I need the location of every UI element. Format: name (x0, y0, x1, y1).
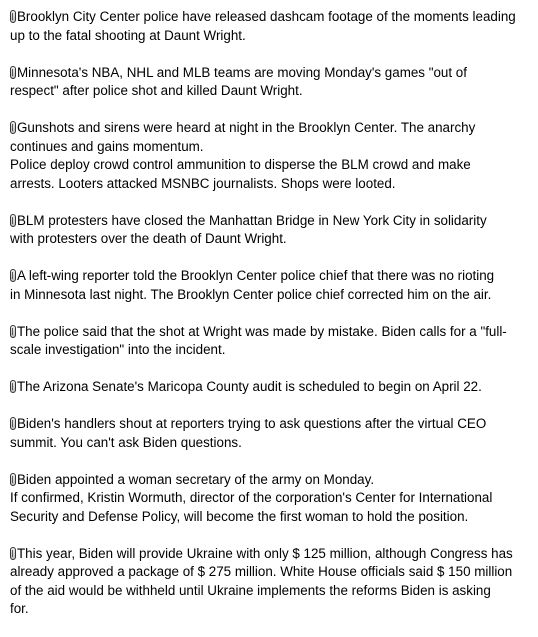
news-item-line (10, 323, 532, 342)
news-item-text: Police deploy crowd control ammunition to disperse the BLM crowd and make (10, 157, 471, 172)
news-item-text: If confirmed, Kristin Wormuth, director of the corporation's Center for International (10, 490, 493, 505)
news-item-line (10, 434, 532, 453)
news-item-text: Gunshots and sirens were heard at night in the Brooklyn Center. The anarchy (17, 120, 476, 135)
news-item-text: up to the fatal shooting at Daunt Wright. (10, 27, 246, 43)
news-item (10, 8, 532, 45)
news-item-line (10, 508, 532, 527)
news-item-line (10, 415, 532, 434)
news-item-line (10, 27, 532, 46)
paperclip-icon (10, 214, 16, 227)
news-item-text: of the aid would be withheld until Ukraine implements the reforms Biden is asking (10, 582, 491, 598)
paperclip-icon (10, 380, 16, 393)
news-item-text: with protesters over the death of Daunt Wright. (10, 231, 287, 246)
news-item-text: The police said that the shot at Wright was made by mistake. Biden calls for a "full- (17, 323, 507, 339)
news-item-text: A left-wing reporter told the Brooklyn Center police chief that there was no rioting (17, 268, 495, 283)
news-item-text: in Minnesota last night. The Brooklyn Center police chief corrected him on the air. (10, 286, 492, 302)
news-item-text: arrests. Looters attacked MSNBC journalists. Shops were looted. (10, 175, 396, 191)
news-item-line (10, 600, 532, 619)
news-item (10, 323, 532, 360)
news-item-line (10, 82, 532, 101)
news-item-text: continues and gains momentum. (10, 138, 204, 154)
news-item-text: for. (10, 601, 29, 616)
news-item-line (10, 8, 532, 27)
paperclip-icon (10, 325, 16, 338)
news-item-text: summit. You can't ask Biden questions. (10, 434, 242, 450)
paperclip-icon (10, 473, 16, 486)
paperclip-icon (10, 66, 16, 79)
news-item-line (10, 378, 532, 397)
news-item-text: The Arizona Senate's Maricopa County audit is scheduled to begin on April 22. (17, 379, 482, 394)
paperclip-icon (10, 121, 16, 134)
news-item (10, 378, 532, 397)
news-item-text: scale investigation" into the incident. (10, 342, 226, 357)
news-item-text: BLM protesters have closed the Manhattan Bridge in New York City in solidarity (17, 212, 487, 228)
paperclip-icon (10, 10, 16, 23)
paperclip-icon (10, 269, 16, 282)
news-item-line (10, 156, 532, 175)
news-item-text: Brooklyn City Center police have released dashcam footage of the moments leading (17, 9, 516, 24)
news-item (10, 119, 532, 193)
news-item (10, 471, 532, 527)
news-item-line (10, 138, 532, 157)
news-item-text: Minnesota's NBA, NHL and MLB teams are moving Monday's games "out of (17, 64, 467, 80)
paperclip-icon (10, 547, 16, 560)
news-item-text: Biden appointed a woman secretary of the army on Monday. (17, 471, 375, 487)
news-item-text: Security and Defense Policy, will become the first woman to hold the position. (10, 508, 469, 524)
news-item-line (10, 119, 532, 138)
news-item-text: respect" after police shot and killed Daunt Wright. (10, 83, 303, 98)
news-item-text: already approved a package of $ 275 million. White House officials said $ 150 million (10, 564, 513, 579)
news-item (10, 64, 532, 101)
news-item-line (10, 341, 532, 360)
paperclip-icon (10, 417, 16, 430)
news-item-text: Biden's handlers shout at reporters trying to ask questions after the virtual CEO (17, 416, 487, 431)
news-item-line (10, 582, 532, 601)
news-item-line (10, 230, 532, 249)
news-item (10, 545, 532, 619)
news-item-line (10, 212, 532, 231)
news-feed (10, 8, 532, 637)
news-item-line (10, 545, 532, 564)
news-item (10, 212, 532, 249)
news-item-text: This year, Biden will provide Ukraine with only $ 125 million, although Congress has (17, 545, 513, 561)
news-item-line (10, 175, 532, 194)
news-item-line (10, 64, 532, 83)
news-item (10, 415, 532, 452)
news-item-line (10, 471, 532, 490)
news-item-line (10, 267, 532, 286)
news-item-line (10, 489, 532, 508)
news-item-line (10, 286, 532, 305)
news-item-line (10, 563, 532, 582)
news-item (10, 267, 532, 304)
